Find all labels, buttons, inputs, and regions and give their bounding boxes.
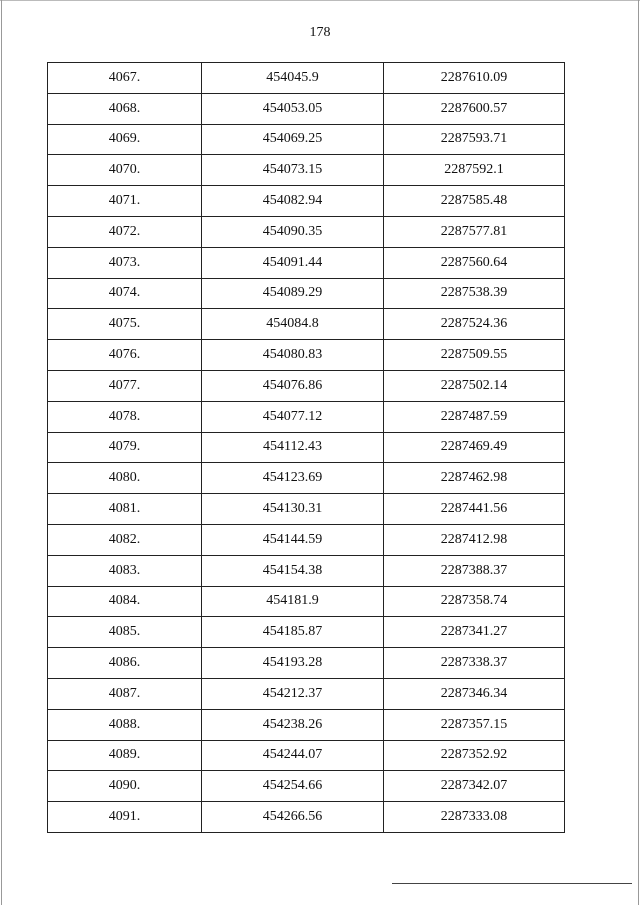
table-row	[48, 278, 565, 309]
point-number-cell: 4086.	[48, 648, 202, 679]
point-number-cell: 4087.	[48, 678, 202, 709]
table-row	[48, 63, 565, 94]
y-coordinate-cell: 2287462.98	[384, 463, 565, 494]
x-coordinate-cell: 454082.94	[202, 186, 384, 217]
y-coordinate-cell: 2287342.07	[384, 771, 565, 802]
y-coordinate-cell: 2287338.37	[384, 648, 565, 679]
point-number-cell: 4084.	[48, 586, 202, 617]
table-row	[48, 771, 565, 802]
point-number-cell: 4071.	[48, 186, 202, 217]
y-coordinate-cell: 2287341.27	[384, 617, 565, 648]
x-coordinate-cell: 454266.56	[202, 802, 384, 833]
x-coordinate-cell: 454077.12	[202, 401, 384, 432]
point-number-cell: 4068.	[48, 93, 202, 124]
point-number-cell: 4085.	[48, 617, 202, 648]
point-number-cell: 4072.	[48, 216, 202, 247]
point-number-cell: 4088.	[48, 709, 202, 740]
point-number-cell: 4076.	[48, 340, 202, 371]
y-coordinate-cell: 2287610.09	[384, 63, 565, 94]
table-row	[48, 802, 565, 833]
point-number-cell: 4090.	[48, 771, 202, 802]
y-coordinate-cell: 2287577.81	[384, 216, 565, 247]
point-number-cell: 4089.	[48, 740, 202, 771]
point-number-cell: 4080.	[48, 463, 202, 494]
y-coordinate-cell: 2287593.71	[384, 124, 565, 155]
table-row	[48, 216, 565, 247]
table-row	[48, 678, 565, 709]
page-right-edge	[638, 0, 639, 905]
y-coordinate-cell: 2287357.15	[384, 709, 565, 740]
point-number-cell: 4091.	[48, 802, 202, 833]
point-number-cell: 4082.	[48, 524, 202, 555]
x-coordinate-cell: 454254.66	[202, 771, 384, 802]
x-coordinate-cell: 454185.87	[202, 617, 384, 648]
y-coordinate-cell: 2287469.49	[384, 432, 565, 463]
y-coordinate-cell: 2287502.14	[384, 370, 565, 401]
x-coordinate-cell: 454123.69	[202, 463, 384, 494]
x-coordinate-cell: 454089.29	[202, 278, 384, 309]
y-coordinate-cell: 2287388.37	[384, 555, 565, 586]
y-coordinate-cell: 2287585.48	[384, 186, 565, 217]
table-body	[48, 63, 565, 833]
point-number-cell: 4075.	[48, 309, 202, 340]
y-coordinate-cell: 2287538.39	[384, 278, 565, 309]
y-coordinate-cell: 2287412.98	[384, 524, 565, 555]
y-coordinate-cell: 2287560.64	[384, 247, 565, 278]
page-left-edge	[1, 0, 2, 905]
x-coordinate-cell: 454080.83	[202, 340, 384, 371]
x-coordinate-cell: 454212.37	[202, 678, 384, 709]
table-row	[48, 494, 565, 525]
x-coordinate-cell: 454112.43	[202, 432, 384, 463]
y-coordinate-cell: 2287352.92	[384, 740, 565, 771]
y-coordinate-cell: 2287346.34	[384, 678, 565, 709]
x-coordinate-cell: 454193.28	[202, 648, 384, 679]
x-coordinate-cell: 454069.25	[202, 124, 384, 155]
point-number-cell: 4067.	[48, 63, 202, 94]
table-row	[48, 524, 565, 555]
table-row	[48, 124, 565, 155]
table-row	[48, 370, 565, 401]
table-row	[48, 555, 565, 586]
x-coordinate-cell: 454090.35	[202, 216, 384, 247]
x-coordinate-cell: 454144.59	[202, 524, 384, 555]
point-number-cell: 4074.	[48, 278, 202, 309]
y-coordinate-cell: 2287333.08	[384, 802, 565, 833]
table-row	[48, 155, 565, 186]
page-top-edge	[0, 0, 640, 1]
x-coordinate-cell: 454154.38	[202, 555, 384, 586]
table-row	[48, 309, 565, 340]
point-number-cell: 4083.	[48, 555, 202, 586]
coordinates-table	[47, 62, 565, 833]
x-coordinate-cell: 454244.07	[202, 740, 384, 771]
y-coordinate-cell: 2287592.1	[384, 155, 565, 186]
x-coordinate-cell: 454084.8	[202, 309, 384, 340]
table-row	[48, 247, 565, 278]
y-coordinate-cell: 2287600.57	[384, 93, 565, 124]
table-row	[48, 586, 565, 617]
point-number-cell: 4077.	[48, 370, 202, 401]
y-coordinate-cell: 2287441.56	[384, 494, 565, 525]
y-coordinate-cell: 2287509.55	[384, 340, 565, 371]
point-number-cell: 4078.	[48, 401, 202, 432]
table-row	[48, 740, 565, 771]
page-number: 178	[309, 25, 331, 40]
x-coordinate-cell: 454076.86	[202, 370, 384, 401]
x-coordinate-cell: 454238.26	[202, 709, 384, 740]
table-row	[48, 93, 565, 124]
table-row	[48, 401, 565, 432]
x-coordinate-cell: 454091.44	[202, 247, 384, 278]
x-coordinate-cell: 454181.9	[202, 586, 384, 617]
point-number-cell: 4070.	[48, 155, 202, 186]
x-coordinate-cell: 454130.31	[202, 494, 384, 525]
point-number-cell: 4081.	[48, 494, 202, 525]
table-row	[48, 617, 565, 648]
table-row	[48, 186, 565, 217]
table-row	[48, 463, 565, 494]
x-coordinate-cell: 454045.9	[202, 63, 384, 94]
y-coordinate-cell: 2287524.36	[384, 309, 565, 340]
footer-rule	[392, 883, 632, 884]
table-row	[48, 648, 565, 679]
point-number-cell: 4079.	[48, 432, 202, 463]
table-row	[48, 709, 565, 740]
y-coordinate-cell: 2287487.59	[384, 401, 565, 432]
table-row	[48, 340, 565, 371]
table-row	[48, 432, 565, 463]
x-coordinate-cell: 454073.15	[202, 155, 384, 186]
point-number-cell: 4073.	[48, 247, 202, 278]
y-coordinate-cell: 2287358.74	[384, 586, 565, 617]
x-coordinate-cell: 454053.05	[202, 93, 384, 124]
point-number-cell: 4069.	[48, 124, 202, 155]
